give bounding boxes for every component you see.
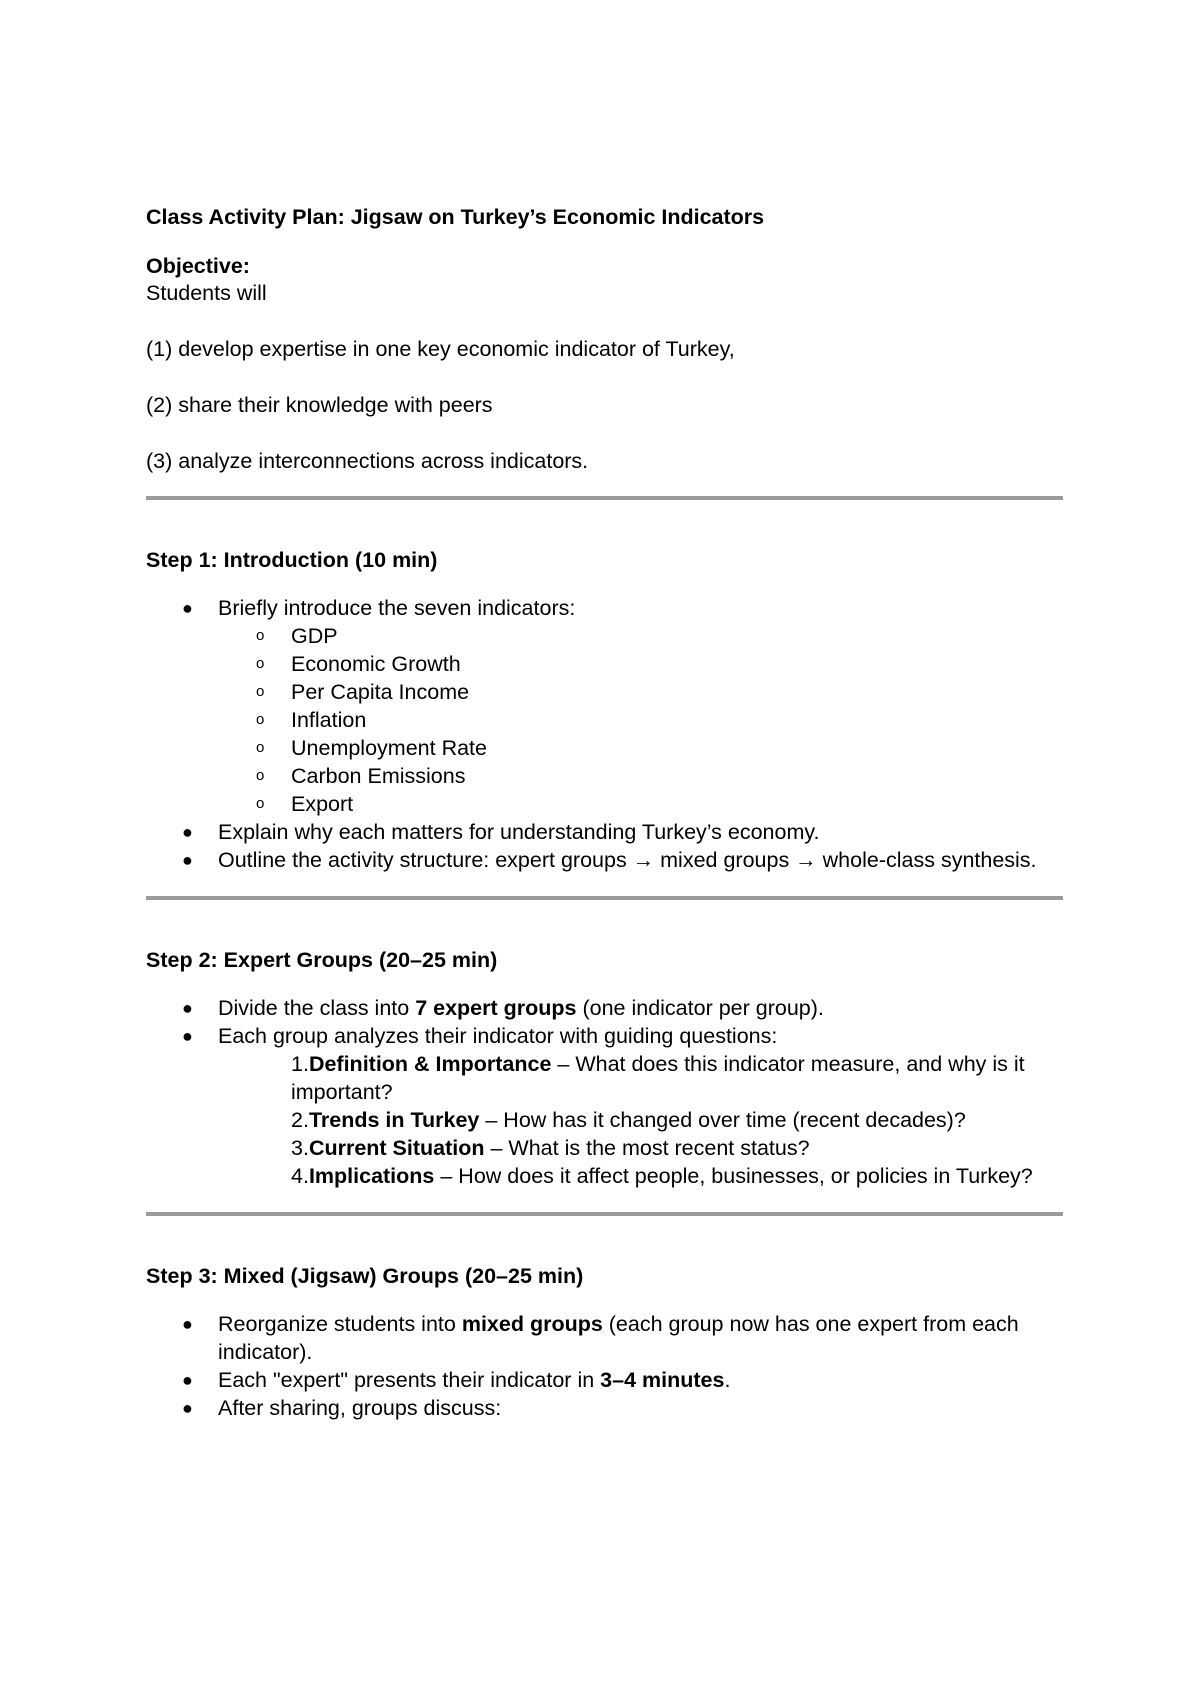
list-item — [218, 734, 1061, 762]
step3-bullet-1-post: (each group now has one expert from each indicator). — [218, 1312, 1019, 1364]
indicator-inflation: Inflation — [291, 708, 367, 732]
sub-bullet-icon: o — [256, 767, 265, 784]
bullet-icon: ● — [182, 1314, 193, 1334]
bullet-icon: ● — [182, 1026, 193, 1046]
question-title: Definition & Importance — [308, 1052, 552, 1076]
list-item — [218, 1050, 1061, 1106]
section-divider — [146, 1212, 1063, 1216]
question-text: – What does this indicator measure, and why is it important? — [291, 1052, 1025, 1104]
list-item — [218, 790, 1061, 818]
step1-intro-bullet: Briefly introduce the seven indicators: — [218, 596, 576, 620]
step1-list — [146, 594, 1061, 874]
question-number: 2. — [291, 1108, 309, 1132]
guiding-questions-list — [218, 1050, 1061, 1190]
document-title: Class Activity Plan: Jigsaw on Turkey’s Economic Indicators — [146, 205, 765, 229]
list-item — [218, 706, 1061, 734]
question-title: Implications — [308, 1164, 435, 1188]
list-item — [146, 846, 1061, 874]
step2-bullet-1-bold: 7 expert groups — [415, 996, 577, 1020]
step3-bullet-2-pre: Each "expert" presents their indicator in — [218, 1368, 601, 1392]
objective-intro: Students will — [146, 281, 267, 305]
bullet-icon: ● — [182, 1398, 193, 1418]
list-item — [146, 1310, 1061, 1366]
indicator-carbon-emissions: Carbon Emissions — [291, 764, 466, 788]
step2-bullet-1-pre: Divide the class into — [218, 996, 416, 1020]
section-divider — [146, 896, 1063, 900]
bullet-icon: ● — [182, 998, 193, 1018]
indicator-per-capita-income: Per Capita Income — [291, 680, 470, 704]
sub-bullet-icon: o — [256, 711, 265, 728]
document-body — [146, 197, 1061, 1422]
objective-heading: Objective: — [146, 254, 250, 278]
indicator-unemployment-rate: Unemployment Rate — [291, 736, 487, 760]
list-item — [146, 818, 1061, 846]
question-title: Trends in Turkey — [308, 1108, 480, 1132]
list-item — [218, 622, 1061, 650]
question-text: – How does it affect people, businesses, or policies in Turkey? — [434, 1164, 1033, 1188]
indicator-economic-growth: Economic Growth — [291, 652, 461, 676]
section-divider — [146, 496, 1063, 500]
indicator-list — [218, 622, 1061, 818]
step3-list — [146, 1310, 1061, 1422]
list-item — [146, 1022, 1061, 1190]
list-item — [218, 1134, 1061, 1162]
sub-bullet-icon: o — [256, 795, 265, 812]
bullet-icon: ● — [182, 822, 193, 842]
step3-bullet-2-post: . — [724, 1368, 731, 1392]
question-title: Current Situation — [308, 1136, 485, 1160]
step3-heading: Step 3: Mixed (Jigsaw) Groups (20–25 min) — [146, 1264, 584, 1288]
bullet-icon: ● — [182, 1370, 193, 1390]
sub-bullet-icon: o — [256, 739, 265, 756]
list-item — [218, 650, 1061, 678]
list-item — [218, 762, 1061, 790]
question-number: 4. — [291, 1164, 309, 1188]
step2-bullet-2: Each group analyzes their indicator with guiding questions: — [218, 1024, 778, 1048]
step3-bullet-1-pre: Reorganize students into — [218, 1312, 462, 1336]
sub-bullet-icon: o — [256, 627, 265, 644]
bullet-icon: ● — [182, 598, 193, 618]
step2-heading: Step 2: Expert Groups (20–25 min) — [146, 948, 498, 972]
step1-heading: Step 1: Introduction (10 min) — [146, 548, 438, 572]
step3-bullet-3: After sharing, groups discuss: — [218, 1396, 502, 1420]
step2-list — [146, 994, 1061, 1190]
indicator-export: Export — [291, 792, 354, 816]
sub-bullet-icon: o — [256, 683, 265, 700]
step1-bullet-2: Explain why each matters for understanding Turkey’s economy. — [218, 820, 820, 844]
step3-bullet-2-bold: 3–4 minutes — [600, 1368, 725, 1392]
question-text: – How has it changed over time (recent decades)? — [479, 1108, 966, 1132]
list-item — [146, 994, 1061, 1022]
list-item — [146, 1366, 1061, 1394]
objective-point-2: (2) share their knowledge with peers — [146, 393, 493, 417]
question-number: 1. — [291, 1052, 309, 1076]
list-item — [218, 1106, 1061, 1134]
indicator-gdp: GDP — [291, 624, 338, 648]
list-item — [218, 678, 1061, 706]
step1-bullet-3: Outline the activity structure: expert groups → mixed groups → whole-class synthesis. — [218, 848, 1037, 872]
bullet-icon: ● — [182, 850, 193, 870]
sub-bullet-icon: o — [256, 655, 265, 672]
list-item — [146, 1394, 1061, 1422]
step2-bullet-1-post: (one indicator per group). — [576, 996, 824, 1020]
question-text: – What is the most recent status? — [484, 1136, 810, 1160]
question-number: 3. — [291, 1136, 309, 1160]
step3-bullet-1-bold: mixed groups — [461, 1312, 603, 1336]
objective-point-1: (1) develop expertise in one key economic indicator of Turkey, — [146, 337, 735, 361]
list-item — [218, 1162, 1061, 1190]
list-item — [146, 594, 1061, 818]
objective-point-3: (3) analyze interconnections across indicators. — [146, 449, 589, 473]
